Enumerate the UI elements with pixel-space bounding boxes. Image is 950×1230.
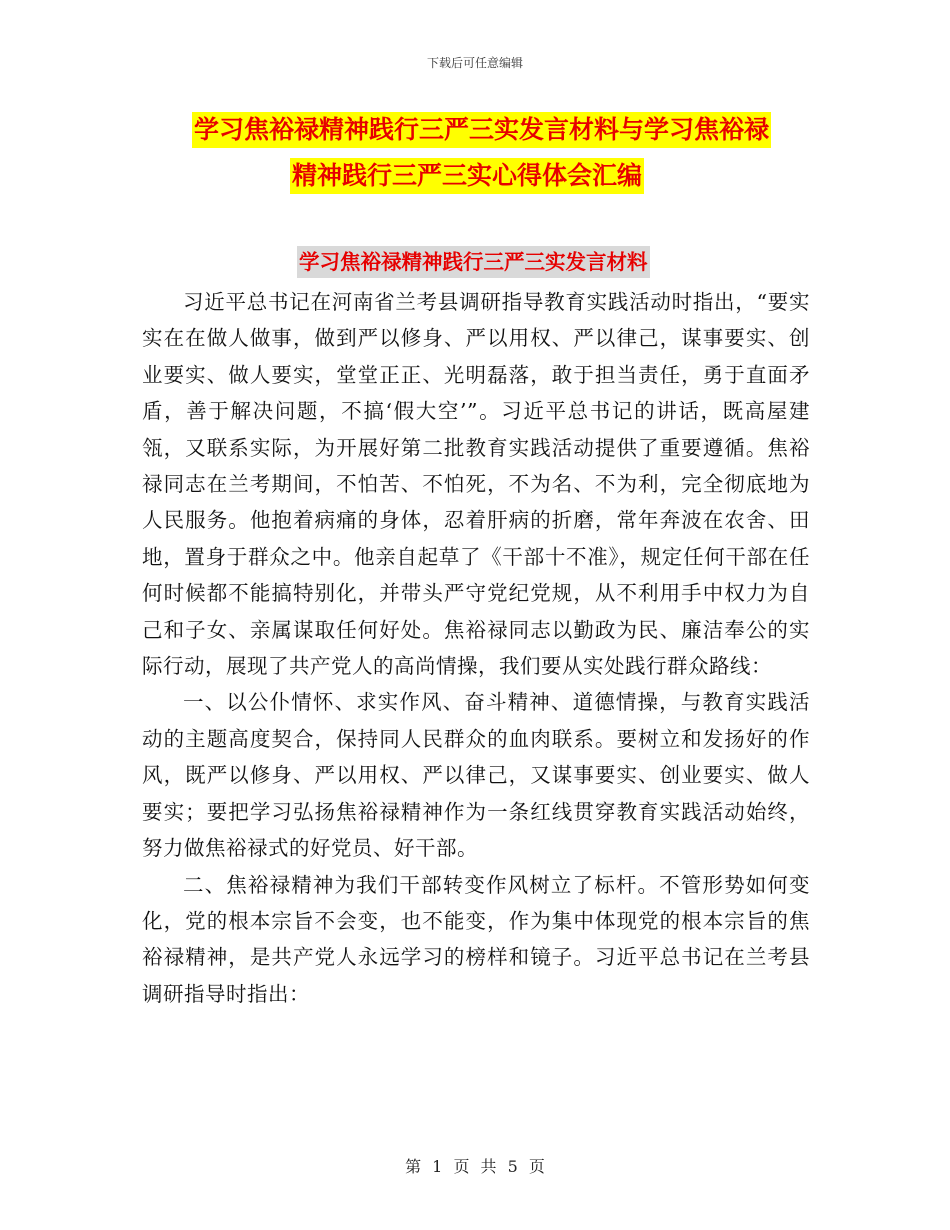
paragraph-point-2: 二、焦裕禄精神为我们干部转变作风树立了标杆。不管形势如何变化，党的根本宗旨不会变，也不能变，作为集中体现党的根本宗旨的焦裕禄精神，是共产党人永远学习的榜样和镜子。习近平总书记在兰考县调研指导时指出： [142,872,810,1006]
paragraph-intro: 习近平总书记在河南省兰考县调研指导教育实践活动时指出，“要实实在在做人做事，做到严以修身、严以用权、严以律己，谋事要实、创业要实、做人要实，堂堂正正、光明磊落，敢于担当责任，勇于直面矛盾，善于解决问题，不搞‘假大空’”。习近平总书记的讲话，既高屋建瓴，又联系实际，为开展好第二批教育实践活动提供了重要遵循。焦裕禄同志在兰考期间，不怕苦、不怕死，不为名、不为利，完全彻底地为人民服务。他抱着病痛的身体，忍着肝病的折磨，常年奔波在农舍、田地，置身于群众之中。他亲自起草了《干部十不准》，规定任何干部在任何时候都不能搞特别化，并带头严守党纪党规，从不利用手中权力为自己和子女、亲属谋取任何好处。焦裕禄同志以勤政为民、廉洁奉公的实际行动，展现了共产党人的高尚情操，我们要从实处践行群众路线： [142,290,810,679]
paragraph-point-1: 一、以公仆情怀、求实作风、奋斗精神、道德情操，与教育实践活动的主题高度契合，保持同人民群众的血肉联系。要树立和发扬好的作风，既严以修身、严以用权、严以律己，又谋事要实、创业要实、做人要实；要把学习弘扬焦裕禄精神作为一条红线贯穿教育实践活动始终，努力做焦裕禄式的好党员、好干部。 [142,690,810,861]
section-heading: 学习焦裕禄精神践行三严三实发言材料 [297,246,650,278]
body-text [142,284,810,1012]
title-line-2: 精神践行三严三实心得体会汇编 [290,158,644,194]
title-line-1: 学习焦裕禄精神践行三严三实发言材料与学习焦裕禄 [192,112,771,148]
header-note: 下载后可任意编辑 [426,56,523,70]
page-footer: 第 1 页 共 5 页 [405,1157,545,1176]
